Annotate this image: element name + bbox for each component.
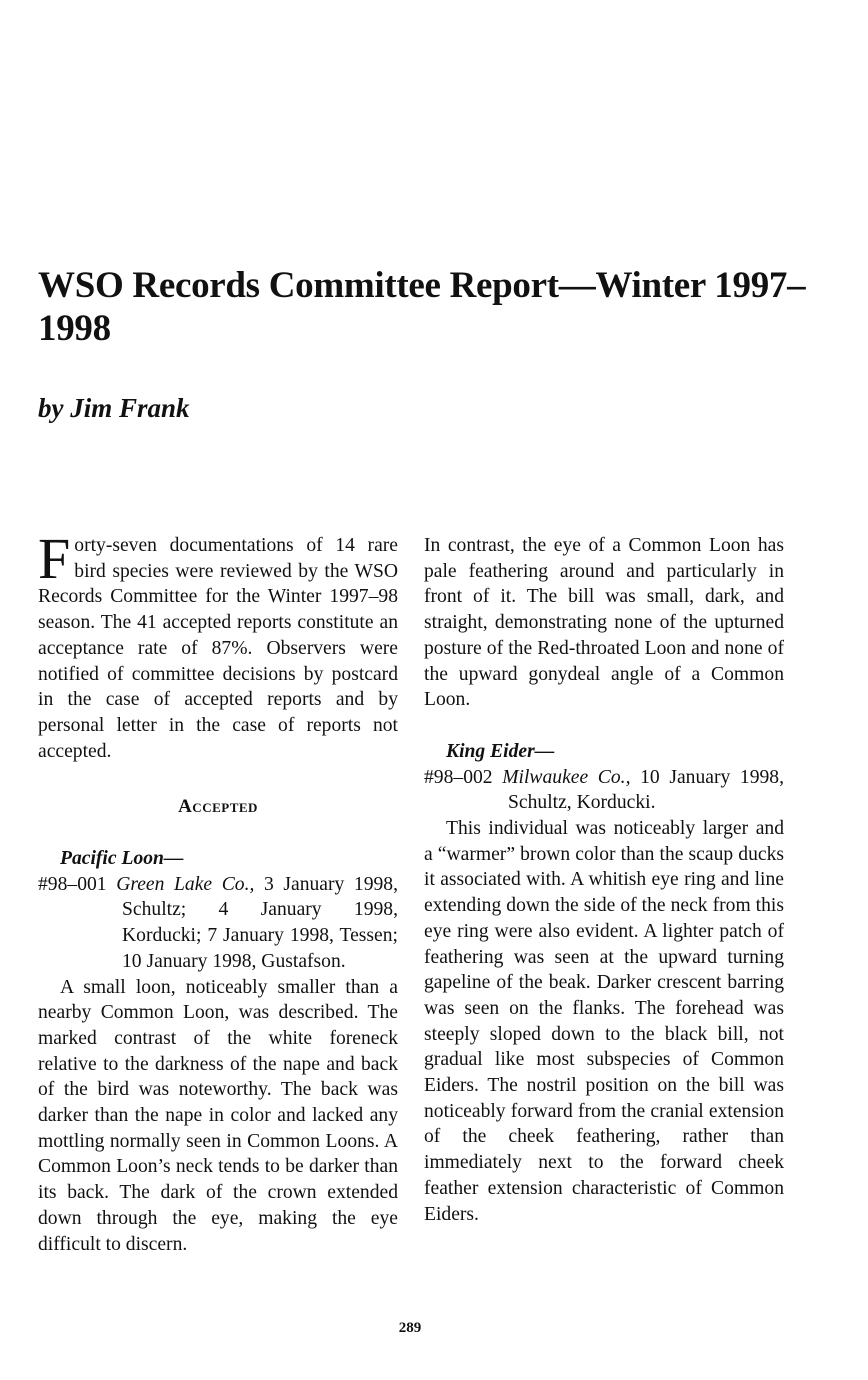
right-column (424, 533, 784, 1227)
species-description-pacific-loon: A small loon, noticeably smaller than a nearby Common Loon, was described. The marked contrast of the white foreneck relative to the darkness of the nape and back of the bird was noteworthy. The back was darker than the nape in color and lacked any mottling normally seen in Common Loons. A Common Loon’s neck tends to be darker than its back. The dark of the crown extended down through the eye, making the eye difficult to discern. (38, 976, 398, 1255)
record-county: Milwaukee Co., (502, 766, 631, 788)
species-heading-king-eider: King Eider— (446, 740, 555, 762)
species-heading-pacific-loon: Pacific Loon— (60, 848, 184, 870)
record-entry-pacific-loon (38, 872, 398, 975)
species-description-continued: In contrast, the eye of a Common Loon has pale feathering around and particularly in front of it. The bill was small, dark, and straight, demonstrating none of the upturned posture of the Red-throated Loon and none of the upward gonydeal angle of a Common Loon. (424, 535, 784, 711)
drop-cap: F (38, 526, 71, 591)
record-details: 3 January 1998, Schultz; 4 January 1998, Korducki; 7 January 1998, Tessen; 10 January 1998, Gustafson. (122, 873, 398, 972)
record-number: #98–002 (424, 766, 493, 788)
species-description-king-eider: This individual was noticeably larger and a “warmer” brown color than the scaup ducks it associated with. A whitish eye ring and line extending down the side of the neck from this eye ring were also evident. A lighter patch of feathering was seen at the upward turning gapeline of the beak. Darker crescent barring was seen on the flanks. The forehead was steeply sloped down to the black bill, not gradual like most subspecies of Common Eiders. The nostril position on the bill was noticeably forward from the cranial extension of the cheek feathering, rather than immediately next to the forward cheek feather extension characteristic of Common Eiders. (424, 818, 784, 1225)
record-county: Green Lake Co., (116, 873, 255, 895)
left-column (38, 526, 398, 1257)
page-number: 289 (398, 1320, 422, 1336)
section-heading-accepted: Accepted (178, 796, 258, 818)
record-number: #98–001 (38, 873, 107, 895)
intro-paragraph (38, 526, 398, 764)
article-title: WSO Records Committee Report—Winter 1997–1998 (38, 265, 806, 349)
intro-text: orty-seven documentations of 14 rare bird species were reviewed by the WSO Records Committee for the Winter 1997–98 season. The 41 accepted reports constitute an acceptance rate of 87%. Observers were notified of committee decisions by postcard in the case of accepted reports and by personal letter in the case of reports not accepted. (38, 535, 398, 762)
author-byline: by Jim Frank (38, 393, 190, 423)
record-entry-king-eider (424, 765, 784, 816)
record-details: 10 January 1998, Schultz, Korducki. (508, 766, 784, 814)
